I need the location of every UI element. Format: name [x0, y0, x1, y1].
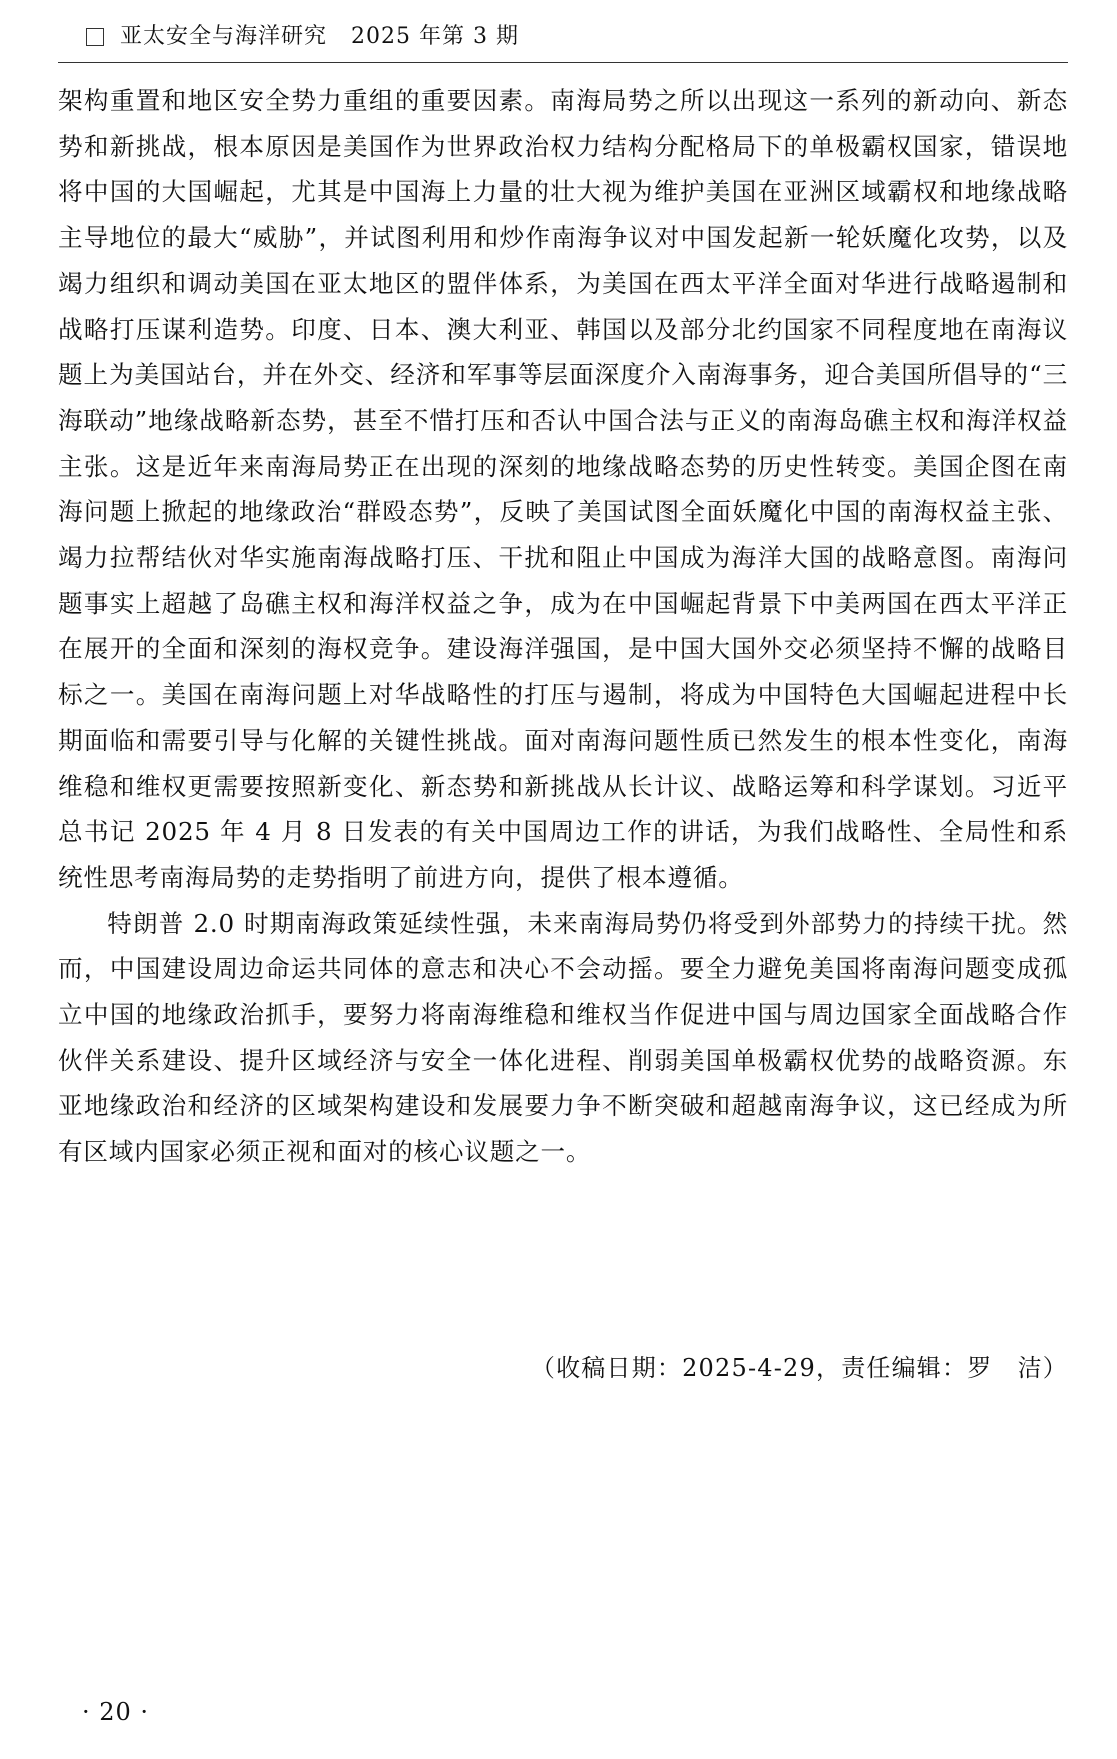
running-header [58, 18, 1068, 63]
paragraph-continuation: 架构重置和地区安全势力重组的重要因素。南海局势之所以出现这一系列的新动向、新态势和新挑战，根本原因是美国作为世界政治权力结构分配格局下的单极霸权国家，错误地将中国的大国崛起，尤其是中国海上力量的壮大视为维护美国在亚洲区域霸权和地缘战略主导地位的最大“威胁”，并试图利用和炒作南海争议对中国发起新一轮妖魔化攻势，以及竭力组织和调动美国在亚太地区的盟伴体系，为美国在西太平洋全面对华进行战略遏制和战略打压谋利造势。印度、日本、澳大利亚、韩国以及部分北约国家不同程度地在南海议题上为美国站台，并在外交、经济和军事等层面深度介入南海事务，迎合美国所倡导的“三海联动”地缘战略新态势，甚至不惜打压和否认中国合法与正义的南海岛礁主权和海洋权益主张。这是近年来南海局势正在出现的深刻的地缘战略态势的历史性转变。美国企图在南海问题上掀起的地缘政治“群殴态势”，反映了美国试图全面妖魔化中国的南海权益主张、竭力拉帮结伙对华实施南海战略打压、干扰和阻止中国成为海洋大国的战略意图。南海问题事实上超越了岛礁主权和海洋权益之争，成为在中国崛起背景下中美两国在西太平洋正在展开的全面和深刻的海权竞争。建设海洋强国，是中国大国外交必须坚持不懈的战略目标之一。美国在南海问题上对华战略性的打压与遏制，将成为中国特色大国崛起进程中长期面临和需要引导与化解的关键性挑战。面对南海问题性质已然发生的根本性变化，南海维稳和维权更需要按照新变化、新态势和新挑战从长计议、战略运筹和科学谋划。习近平总书记 2025 年 4 月 8 日发表的有关中国周边工作的讲话，为我们战略性、全局性和系统性思考南海局势的走势指明了前进方向，提供了根本遵循。 [58, 86, 1068, 892]
paragraph-conclusion: 特朗普 2.0 时期南海政策延续性强，未来南海局势仍将受到外部势力的持续干扰。然而，中国建设周边命运共同体的意志和决心不会动摇。要全力避免美国将南海问题变成孤立中国的地缘政治抓手，要努力将南海维稳和维权当作促进中国与周边国家全面战略合作伙伴关系建设、提升区域经济与安全一体化进程、削弱美国单极霸权优势的战略资源。东亚地缘政治和经济的区域架构建设和发展要力争不断突破和超越南海争议，这已经成为所有区域内国家必须正视和面对的核心议题之一。 [58, 908, 1068, 1167]
journal-title: 亚太安全与海洋研究 [120, 24, 328, 49]
journal-issue-line [120, 22, 519, 52]
article-body [58, 78, 1068, 1175]
receipt-date-editor-note: （收稿日期：2025-4-29，责任编辑：罗 洁） [530, 1354, 1068, 1382]
square-outline-icon [86, 28, 104, 46]
issue-label: 2025 年第 3 期 [351, 24, 519, 49]
page-number: · 20 · [82, 1698, 150, 1726]
